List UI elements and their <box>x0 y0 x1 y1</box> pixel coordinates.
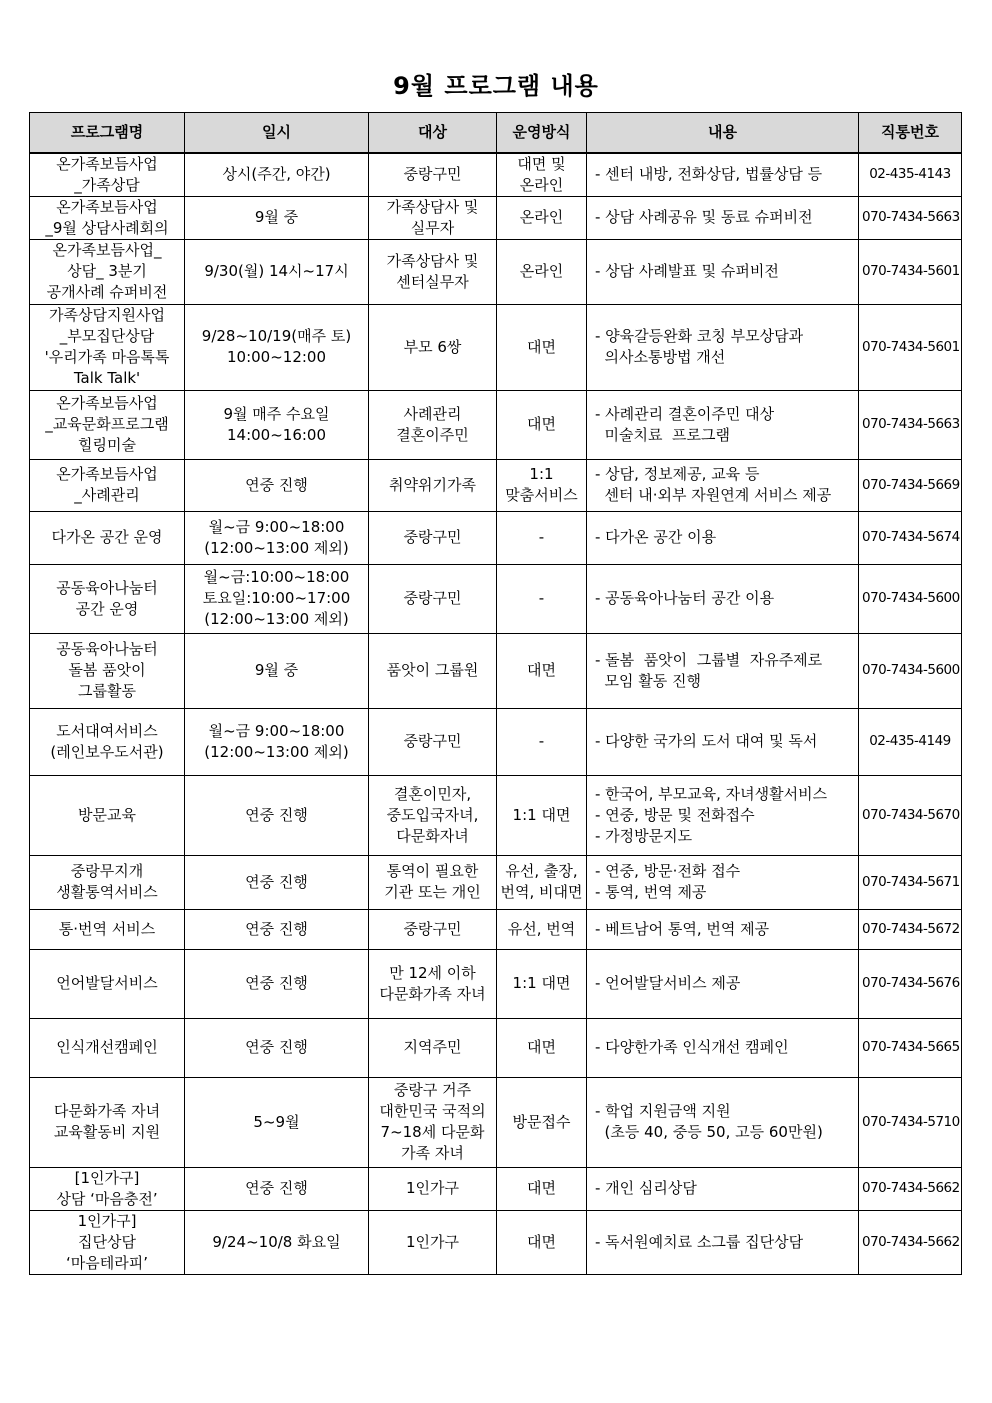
date-cell <box>185 564 369 633</box>
target-cell-line: 1인가구 <box>405 1232 459 1251</box>
phone-cell: 02-435-4149 <box>859 708 962 775</box>
date-cell-line: 10:00~12:00 <box>226 348 327 366</box>
program-name-cell-line: 공개사례 슈퍼비전 <box>46 283 168 301</box>
method-cell-line: 번역, 비대면 <box>500 883 583 901</box>
content-cell <box>587 564 859 633</box>
content-cell-line: - 양육갈등완화 코칭 부모상담과 <box>595 327 804 345</box>
content-cell <box>587 459 859 511</box>
content-header: 내용 <box>587 113 859 153</box>
content-cell-line: - 연중, 방문 및 전화접수 <box>595 805 755 824</box>
content-cell <box>587 633 859 708</box>
table-row <box>30 459 962 511</box>
content-cell-line: - 언어발달서비스 제공 <box>595 974 741 992</box>
content-cell-line: - 독서원예치료 소그룹 집단상담 <box>595 1232 804 1251</box>
target-cell-line: 7~18세 다문화 <box>380 1123 485 1141</box>
content-cell <box>587 949 859 1018</box>
table-row <box>30 564 962 633</box>
method-cell <box>497 633 587 708</box>
method-cell <box>497 708 587 775</box>
table-row <box>30 390 962 459</box>
method-cell <box>497 909 587 949</box>
table-row <box>30 949 962 1018</box>
program-name-cell <box>30 708 185 775</box>
program-name-cell-line: 교육활동비 지원 <box>53 1123 161 1141</box>
content-cell <box>587 511 859 564</box>
program-name-cell-line: 인식개선캠페인 <box>56 1038 158 1056</box>
method-cell-line: - <box>538 732 545 750</box>
date-cell <box>185 511 369 564</box>
program-name-cell <box>30 949 185 1018</box>
program-name-cell <box>30 304 185 390</box>
program-name-cell-line: 다가온 공간 운영 <box>51 528 163 546</box>
content-cell-line: - 학업 지원금액 지원 <box>595 1102 731 1120</box>
program-name-cell-line: 그룹활동 <box>78 682 136 700</box>
target-header: 대상 <box>369 113 497 153</box>
target-cell-line: 다문화자녀 <box>396 826 469 845</box>
method-cell-line: 대면 <box>527 1179 556 1197</box>
target-cell <box>369 855 497 909</box>
content-cell <box>587 708 859 775</box>
target-cell <box>369 633 497 708</box>
table-row <box>30 633 962 708</box>
phone-cell: 070-7434-5710 <box>859 1077 962 1167</box>
target-cell-line: 부모 6쌍 <box>403 337 462 356</box>
content-cell-line: - 통역, 번역 제공 <box>595 883 707 901</box>
program-name-cell-line: _사례관리 <box>74 486 140 504</box>
method-cell-line: 대면 <box>527 661 556 679</box>
content-cell-line: - 다가온 공간 이용 <box>595 528 717 546</box>
content-cell-line: - 센터 내방, 전화상담, 법률상담 등 <box>595 165 823 183</box>
target-cell <box>369 949 497 1018</box>
table-row <box>30 1210 962 1274</box>
phone-cell: 070-7434-5663 <box>859 390 962 459</box>
phone-cell: 070-7434-5600 <box>859 633 962 708</box>
phone-cell: 070-7434-5663 <box>859 196 962 239</box>
table-row <box>30 304 962 390</box>
target-cell-line: 중도입국자녀, <box>386 805 479 824</box>
date-cell-line: 상시(주간, 야간) <box>222 165 331 183</box>
date-cell-line: 연중 진행 <box>245 1179 308 1197</box>
table-row <box>30 239 962 304</box>
date-cell-line: 연중 진행 <box>245 475 308 494</box>
program-name-cell-line: _가족상담 <box>74 175 140 194</box>
phone-header: 직통번호 <box>859 113 962 153</box>
method-cell-line: 온라인 <box>519 175 564 194</box>
content-cell <box>587 304 859 390</box>
program-name-cell-line: [1인가구] <box>74 1168 140 1187</box>
program-name-cell-line: 힐링미술 <box>78 436 136 454</box>
content-cell-line: - 상담, 정보제공, 교육 등 <box>595 465 760 483</box>
program-name-cell-line: 1인가구] <box>77 1211 137 1230</box>
date-cell-line: 9월 중 <box>254 208 299 226</box>
date-cell-line: 연중 진행 <box>245 919 308 938</box>
target-cell-line: 기관 또는 개인 <box>384 883 481 901</box>
phone-cell: 070-7434-5670 <box>859 775 962 855</box>
date-cell-line: (12:00~13:00 제외) <box>204 538 349 557</box>
phone-cell: 070-7434-5676 <box>859 949 962 1018</box>
content-cell <box>587 1077 859 1167</box>
table-row <box>30 153 962 197</box>
date-cell-line: 9/24~10/8 화요일 <box>212 1232 341 1251</box>
date-cell-line: 연중 진행 <box>245 805 308 824</box>
program-name-cell-line: 공동육아나눔터 <box>56 640 158 658</box>
program-name-cell-line: 다문화가족 자녀 <box>53 1102 161 1120</box>
method-cell <box>497 153 587 197</box>
method-cell-line: 대면 <box>527 1232 556 1251</box>
target-cell-line: 중랑구민 <box>403 919 462 938</box>
program-name-cell-line: (레인보우도서관) <box>50 742 164 761</box>
method-cell-line: - <box>538 589 545 607</box>
target-cell <box>369 1077 497 1167</box>
program-name-cell <box>30 909 185 949</box>
method-cell <box>497 1018 587 1077</box>
method-cell-line: 1:1 대면 <box>512 805 571 824</box>
date-cell-line: 토요일:10:00~17:00 <box>202 589 351 607</box>
target-cell-line: 중랑구민 <box>403 528 462 546</box>
program-name-cell-line: 가족상담지원사업 <box>49 306 165 324</box>
content-cell-line: - 공동육아나눔터 공간 이용 <box>595 589 775 607</box>
method-cell-line: 온라인 <box>519 208 564 226</box>
date-cell <box>185 390 369 459</box>
table-row <box>30 909 962 949</box>
method-cell-line: 대면 <box>527 1038 556 1056</box>
date-cell-line: 9/30(월) 14시~17시 <box>204 262 349 280</box>
program-name-cell <box>30 511 185 564</box>
target-cell-line: 중랑구민 <box>403 589 462 607</box>
program-name-cell-line: 온가족보듬사업 <box>56 154 158 173</box>
program-name-cell-line: Talk Talk' <box>73 369 141 387</box>
method-cell <box>497 564 587 633</box>
date-cell-line: (12:00~13:00 제외) <box>204 610 349 628</box>
content-cell <box>587 196 859 239</box>
table-row <box>30 775 962 855</box>
date-cell-line: (12:00~13:00 제외) <box>204 742 349 761</box>
date-cell-line: 연중 진행 <box>245 1038 308 1056</box>
date-cell <box>185 1018 369 1077</box>
target-cell-line: 만 12세 이하 <box>389 963 476 982</box>
program-name-cell-line: 도서대여서비스 <box>56 721 158 740</box>
date-cell <box>185 708 369 775</box>
content-cell <box>587 909 859 949</box>
phone-cell: 070-7434-5601 <box>859 304 962 390</box>
date-cell <box>185 1167 369 1210</box>
target-cell <box>369 239 497 304</box>
target-cell <box>369 390 497 459</box>
method-cell-line: - <box>538 528 545 546</box>
method-cell-line: 1:1 대면 <box>512 974 571 992</box>
target-cell-line: 지역주민 <box>403 1038 462 1056</box>
target-cell <box>369 775 497 855</box>
program-table <box>29 112 962 1275</box>
target-cell <box>369 909 497 949</box>
content-cell-line: - 가정방문지도 <box>595 826 693 845</box>
program-name-cell <box>30 564 185 633</box>
date-cell-line: 연중 진행 <box>245 974 308 992</box>
program-name-cell-line: 방문교육 <box>78 805 136 824</box>
target-cell-line: 통역이 필요한 <box>386 862 479 880</box>
method-header: 운영방식 <box>497 113 587 153</box>
table-row <box>30 511 962 564</box>
content-cell-line: 센터 내·외부 자원연계 서비스 제공 <box>595 486 832 504</box>
target-cell-line: 실무자 <box>410 218 455 237</box>
table-row <box>30 855 962 909</box>
phone-cell: 070-7434-5662 <box>859 1210 962 1274</box>
target-cell <box>369 1167 497 1210</box>
target-cell <box>369 459 497 511</box>
date-cell-line: 월~금 9:00~18:00 <box>208 721 345 740</box>
content-cell-line: - 한국어, 부모교육, 자녀생활서비스 <box>595 784 828 803</box>
program-name-cell <box>30 390 185 459</box>
phone-cell: 070-7434-5601 <box>859 239 962 304</box>
date-cell-line: 14:00~16:00 <box>226 425 327 444</box>
method-cell-line: 대면 <box>527 337 556 356</box>
target-cell-line: 중랑구 거주 <box>393 1081 472 1099</box>
date-cell <box>185 1210 369 1274</box>
method-cell <box>497 239 587 304</box>
program-name-cell <box>30 633 185 708</box>
content-cell-line: - 돌봄 품앗이 그룹별 자유주제로 <box>595 650 823 669</box>
program-name-cell-line: 중랑무지개 <box>70 862 144 880</box>
program-name-cell-line: _9월 상담사례회의 <box>45 218 169 237</box>
method-cell <box>497 949 587 1018</box>
target-cell <box>369 196 497 239</box>
program-name-cell <box>30 153 185 197</box>
program-name-cell-line: 생활통역서비스 <box>56 883 158 901</box>
method-cell-line: 온라인 <box>519 262 564 280</box>
date-cell-line: 연중 진행 <box>245 872 308 891</box>
program-name-cell <box>30 1077 185 1167</box>
target-cell <box>369 153 497 197</box>
date-cell <box>185 196 369 239</box>
method-cell <box>497 390 587 459</box>
program-name-cell-line: 상담_ 3분기 <box>67 262 147 280</box>
table-row <box>30 1018 962 1077</box>
date-cell <box>185 1077 369 1167</box>
content-cell-line: - 다양한가족 인식개선 캠페인 <box>595 1038 789 1056</box>
target-cell-line: 품앗이 그룹원 <box>386 661 479 679</box>
content-cell-line: - 사례관리 결혼이주민 대상 <box>595 404 775 423</box>
phone-cell: 070-7434-5600 <box>859 564 962 633</box>
program-name-cell-line: 통·번역 서비스 <box>58 919 156 938</box>
date-header: 일시 <box>185 113 369 153</box>
target-cell-line: 결혼이민자, <box>393 784 472 803</box>
content-cell-line: - 연중, 방문·전화 접수 <box>595 862 741 880</box>
program-name-header: 프로그램명 <box>30 113 185 153</box>
content-cell <box>587 1018 859 1077</box>
program-name-cell-line: 집단상담 <box>78 1232 136 1251</box>
content-cell-line: 모임 활동 진행 <box>595 671 702 690</box>
method-cell-line: 유선, 번역 <box>507 919 576 938</box>
content-cell-line: 의사소통방법 개선 <box>595 348 726 366</box>
target-cell-line: 가족상담사 및 <box>386 251 479 270</box>
program-name-cell-line: 돌봄 품앗이 <box>68 661 146 679</box>
phone-cell: 070-7434-5671 <box>859 855 962 909</box>
phone-cell: 070-7434-5669 <box>859 459 962 511</box>
table-row <box>30 708 962 775</box>
program-name-cell-line: 상담 ‘마음충전’ <box>56 1189 158 1208</box>
table-row <box>30 196 962 239</box>
program-name-cell-line: 온가족보듬사업_ <box>52 241 162 259</box>
program-name-cell-line: 온가족보듬사업 <box>56 197 158 216</box>
method-cell-line: 유선, 출장, <box>505 862 578 880</box>
content-cell <box>587 390 859 459</box>
date-cell-line: 9월 매주 수요일 <box>223 404 330 423</box>
table-row <box>30 1077 962 1167</box>
target-cell-line: 중랑구민 <box>403 732 462 750</box>
method-cell-line: 대면 및 <box>517 154 566 173</box>
target-cell-line: 중랑구민 <box>403 165 462 183</box>
content-cell-line: - 개인 심리상담 <box>595 1179 697 1197</box>
content-cell-line: - 다양한 국가의 도서 대여 및 독서 <box>595 732 818 750</box>
program-name-cell <box>30 459 185 511</box>
table-row <box>30 1167 962 1210</box>
target-cell-line: 센터실무자 <box>396 272 469 291</box>
target-cell <box>369 304 497 390</box>
program-name-cell-line: ‘마음테라피’ <box>66 1253 148 1272</box>
phone-cell: 070-7434-5672 <box>859 909 962 949</box>
program-name-cell-line: 공동육아나눔터 <box>56 578 158 597</box>
content-cell-line: 미술치료 프로그램 <box>595 425 730 444</box>
target-cell <box>369 564 497 633</box>
method-cell <box>497 304 587 390</box>
date-cell <box>185 304 369 390</box>
content-cell <box>587 239 859 304</box>
target-cell-line: 사례관리 <box>403 404 462 423</box>
date-cell-line: 5~9월 <box>253 1112 300 1131</box>
method-cell <box>497 1167 587 1210</box>
target-cell-line: 가족상담사 및 <box>386 197 479 216</box>
program-name-cell <box>30 1167 185 1210</box>
target-cell-line: 대한민국 국적의 <box>379 1102 486 1120</box>
date-cell-line: 월~금:10:00~18:00 <box>203 568 350 586</box>
date-cell-line: 월~금 9:00~18:00 <box>208 517 345 536</box>
method-cell <box>497 196 587 239</box>
program-name-cell <box>30 196 185 239</box>
program-name-cell-line: '우리가족 마음톡톡 <box>44 348 170 366</box>
content-cell <box>587 153 859 197</box>
content-cell-line: - 상담 사례공유 및 동료 슈퍼비전 <box>595 208 813 226</box>
date-cell <box>185 855 369 909</box>
method-cell <box>497 1210 587 1274</box>
method-cell-line: 맞춤서비스 <box>505 486 578 504</box>
date-cell-line: 9/28~10/19(매주 토) <box>201 327 352 345</box>
phone-cell: 02-435-4143 <box>859 153 962 197</box>
date-cell <box>185 239 369 304</box>
target-cell <box>369 1210 497 1274</box>
content-cell <box>587 1167 859 1210</box>
method-cell <box>497 855 587 909</box>
program-name-cell-line: _부모집단상담 <box>59 327 155 345</box>
method-cell <box>497 511 587 564</box>
program-name-cell-line: 온가족보듬사업 <box>56 465 158 483</box>
content-cell-line: - 베트남어 통역, 번역 제공 <box>595 919 770 938</box>
date-cell <box>185 949 369 1018</box>
target-cell-line: 결혼이주민 <box>396 425 469 444</box>
target-cell <box>369 1018 497 1077</box>
content-cell <box>587 855 859 909</box>
program-name-cell <box>30 1210 185 1274</box>
content-cell-line: - 상담 사례발표 및 슈퍼비전 <box>595 262 779 280</box>
content-cell <box>587 775 859 855</box>
phone-cell: 070-7434-5665 <box>859 1018 962 1077</box>
date-cell <box>185 153 369 197</box>
date-cell <box>185 909 369 949</box>
phone-cell: 070-7434-5662 <box>859 1167 962 1210</box>
program-name-cell-line: 온가족보듬사업 <box>56 394 158 412</box>
target-cell <box>369 511 497 564</box>
date-cell <box>185 633 369 708</box>
program-name-cell-line: 공간 운영 <box>75 599 139 618</box>
content-cell-line: (초등 40, 중등 50, 고등 60만원) <box>595 1123 823 1141</box>
content-cell <box>587 1210 859 1274</box>
phone-cell: 070-7434-5674 <box>859 511 962 564</box>
method-cell-line: 방문접수 <box>512 1112 571 1131</box>
method-cell <box>497 775 587 855</box>
target-cell-line: 취약위기가족 <box>389 475 476 494</box>
program-name-cell-line: 언어발달서비스 <box>56 974 158 992</box>
target-cell <box>369 708 497 775</box>
program-name-cell <box>30 1018 185 1077</box>
target-cell-line: 다문화가족 자녀 <box>379 984 486 1003</box>
method-cell <box>497 459 587 511</box>
target-cell-line: 1인가구 <box>405 1179 459 1197</box>
date-cell-line: 9월 중 <box>254 661 299 679</box>
method-cell-line: 대면 <box>527 415 556 433</box>
program-name-cell <box>30 855 185 909</box>
date-cell <box>185 775 369 855</box>
table-header-row <box>30 113 962 153</box>
target-cell-line: 가족 자녀 <box>401 1144 464 1162</box>
date-cell <box>185 459 369 511</box>
program-name-cell-line: _교육문화프로그램 <box>45 415 169 433</box>
method-cell <box>497 1077 587 1167</box>
program-name-cell <box>30 239 185 304</box>
program-name-cell <box>30 775 185 855</box>
page-title: 9월 프로그램 내용 <box>393 72 599 100</box>
method-cell-line: 1:1 <box>529 465 554 483</box>
